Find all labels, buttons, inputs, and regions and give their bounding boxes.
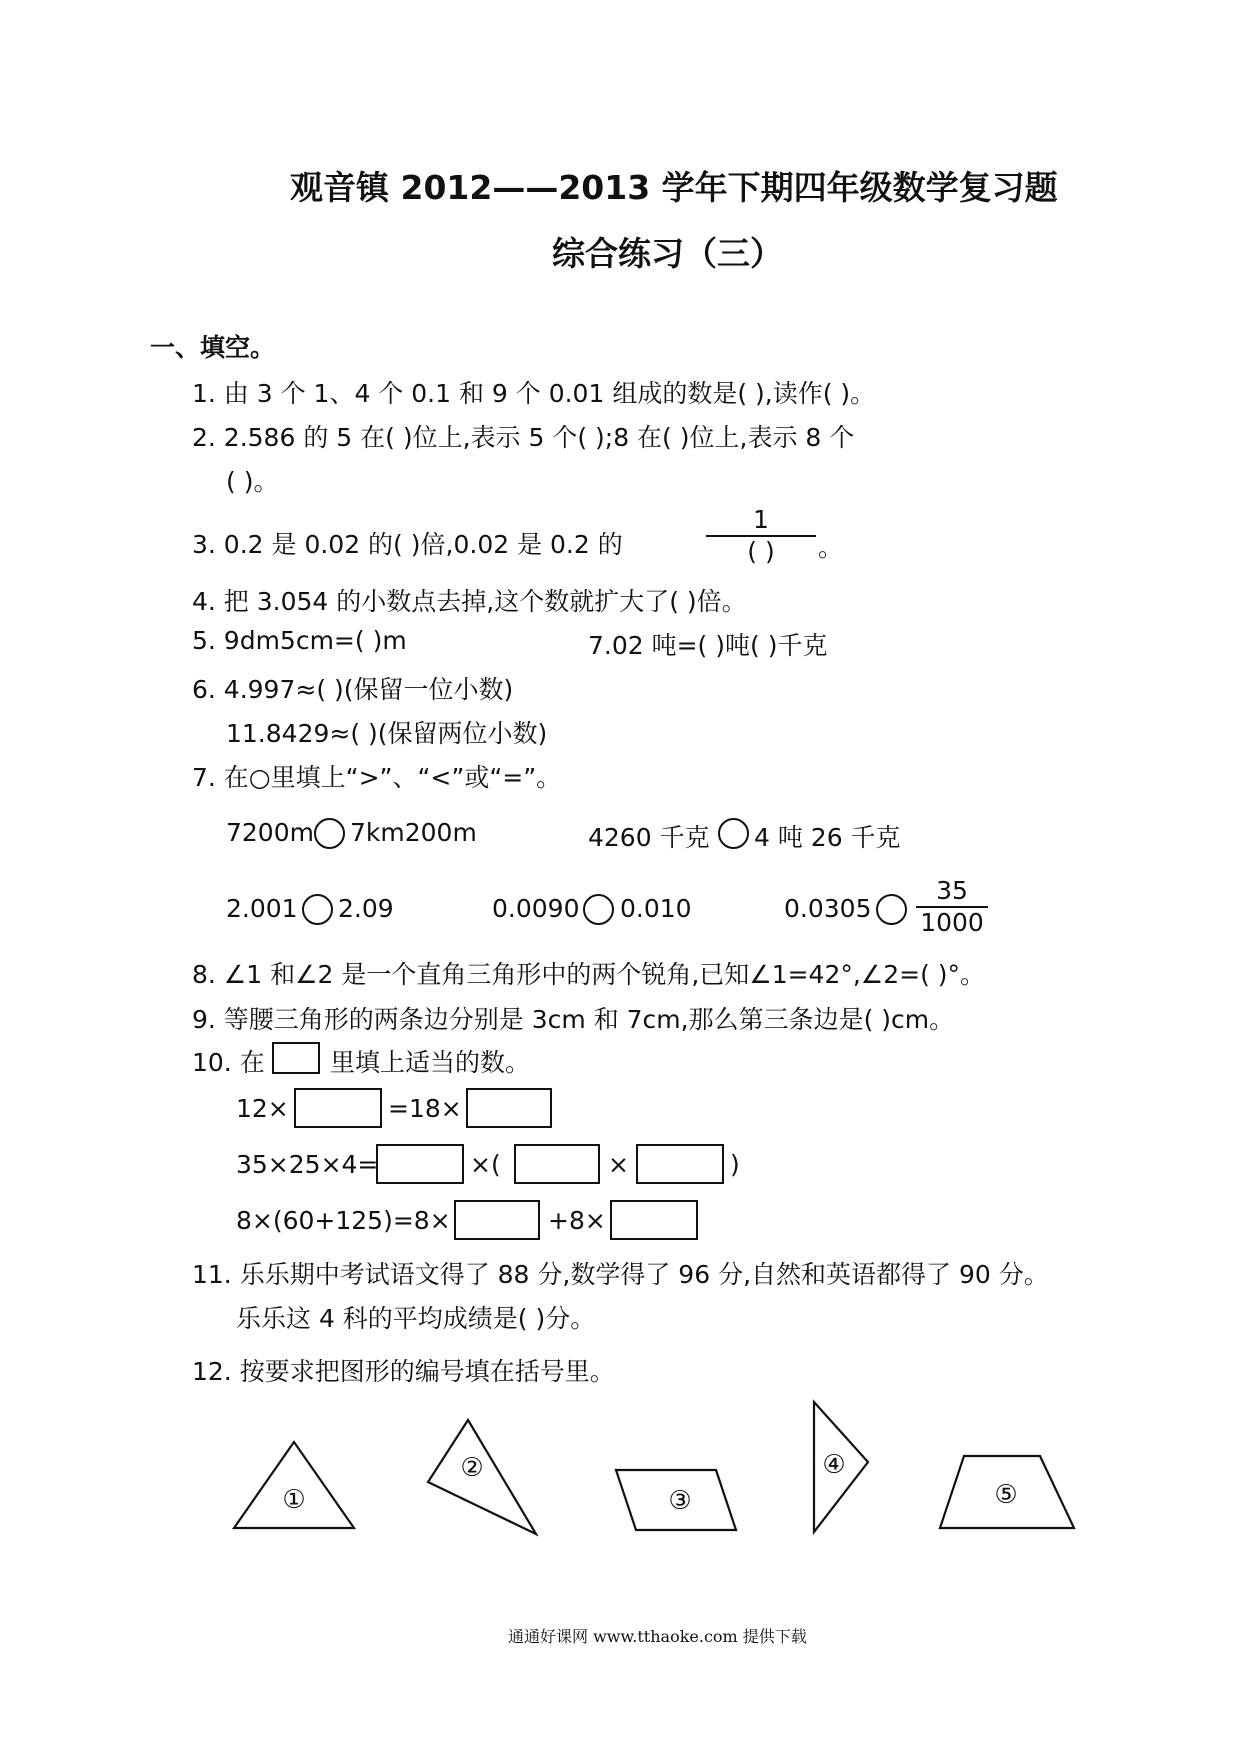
question-12: 12. 按要求把图形的编号填在括号里。 xyxy=(192,1357,615,1386)
compare-2-right: 4 吨 26 千克 xyxy=(754,823,901,852)
question-7: 7. 在○里填上“>”、“<”或“=”。 xyxy=(192,763,562,792)
fraction-numerator: 35 xyxy=(936,876,968,905)
shape-4-label: ④ xyxy=(822,1450,846,1480)
question-6-line1: 6. 4.997≈( )(保留一位小数) xyxy=(192,675,514,704)
shape-2-label: ② xyxy=(460,1453,484,1483)
question-4: 4. 把 3.054 的小数点去掉,这个数就扩大了( )倍。 xyxy=(192,587,747,616)
question-1: 1. 由 3 个 1、4 个 0.1 和 9 个 0.01 组成的数是( ),读作( )。 xyxy=(192,379,876,408)
question-3-end: 。 xyxy=(818,533,844,562)
fraction-denominator: ( ) xyxy=(747,537,775,566)
equation-2-c: × xyxy=(608,1150,629,1179)
question-6-line2: 11.8429≈( )(保留两位小数) xyxy=(226,719,548,748)
equation-1-a: 12× xyxy=(236,1094,289,1123)
compare-3-left: 2.001 xyxy=(226,894,298,923)
shape-5-label: ⑤ xyxy=(994,1480,1018,1510)
shape-1-label: ① xyxy=(282,1485,306,1515)
question-10-label: 10. 在 xyxy=(192,1048,265,1077)
equation-2-a: 35×25×4= xyxy=(236,1150,379,1179)
fraction-denominator: 1000 xyxy=(920,908,984,937)
question-11-line2: 乐乐这 4 科的平均成绩是( )分。 xyxy=(236,1304,596,1333)
fraction-numerator: 1 xyxy=(753,505,769,534)
equation-2-b: ×( xyxy=(470,1150,501,1179)
question-2-line2: ( )。 xyxy=(226,467,279,496)
page-title: 观音镇 2012——2013 学年下期四年级数学复习题 xyxy=(290,168,1058,207)
compare-2-left: 4260 千克 xyxy=(588,823,710,852)
equation-2-d: ) xyxy=(730,1150,740,1179)
equation-3-b: +8× xyxy=(548,1206,606,1235)
question-8: 8. ∠1 和∠2 是一个直角三角形中的两个锐角,已知∠1=42°,∠2=( )°。 xyxy=(192,960,986,989)
question-5-a: 5. 9dm5cm=( )m xyxy=(192,626,407,655)
question-3: 3. 0.2 是 0.02 的( )倍,0.02 是 0.2 的 xyxy=(192,530,623,559)
section-heading: 一、填空。 xyxy=(150,333,276,362)
question-11-line1: 11. 乐乐期中考试语文得了 88 分,数学得了 96 分,自然和英语都得了 90 分。 xyxy=(192,1260,1049,1289)
compare-4-right: 0.010 xyxy=(620,894,692,923)
equation-1-b: =18× xyxy=(388,1094,462,1123)
compare-4-left: 0.0090 xyxy=(492,894,580,923)
page-subtitle: 综合练习（三） xyxy=(552,234,783,273)
question-5-b: 7.02 吨=( )吨( )千克 xyxy=(588,631,828,660)
footer-credit: 通通好课网 www.tthaoke.com 提供下载 xyxy=(508,1627,807,1646)
compare-3-right: 2.09 xyxy=(338,894,394,923)
compare-5-left: 0.0305 xyxy=(784,894,872,923)
equation-3-a: 8×(60+125)=8× xyxy=(236,1206,451,1235)
compare-1-right: 7km200m xyxy=(350,818,477,847)
shape-3-label: ③ xyxy=(668,1486,692,1516)
question-10-label-rest: 里填上适当的数。 xyxy=(330,1048,531,1077)
compare-1-left: 7200m xyxy=(226,818,314,847)
question-9: 9. 等腰三角形的两条边分别是 3cm 和 7cm,那么第三条边是( )cm。 xyxy=(192,1005,955,1034)
question-2-line1: 2. 2.586 的 5 在( )位上,表示 5 个( );8 在( )位上,表示 8 个 xyxy=(192,423,855,452)
